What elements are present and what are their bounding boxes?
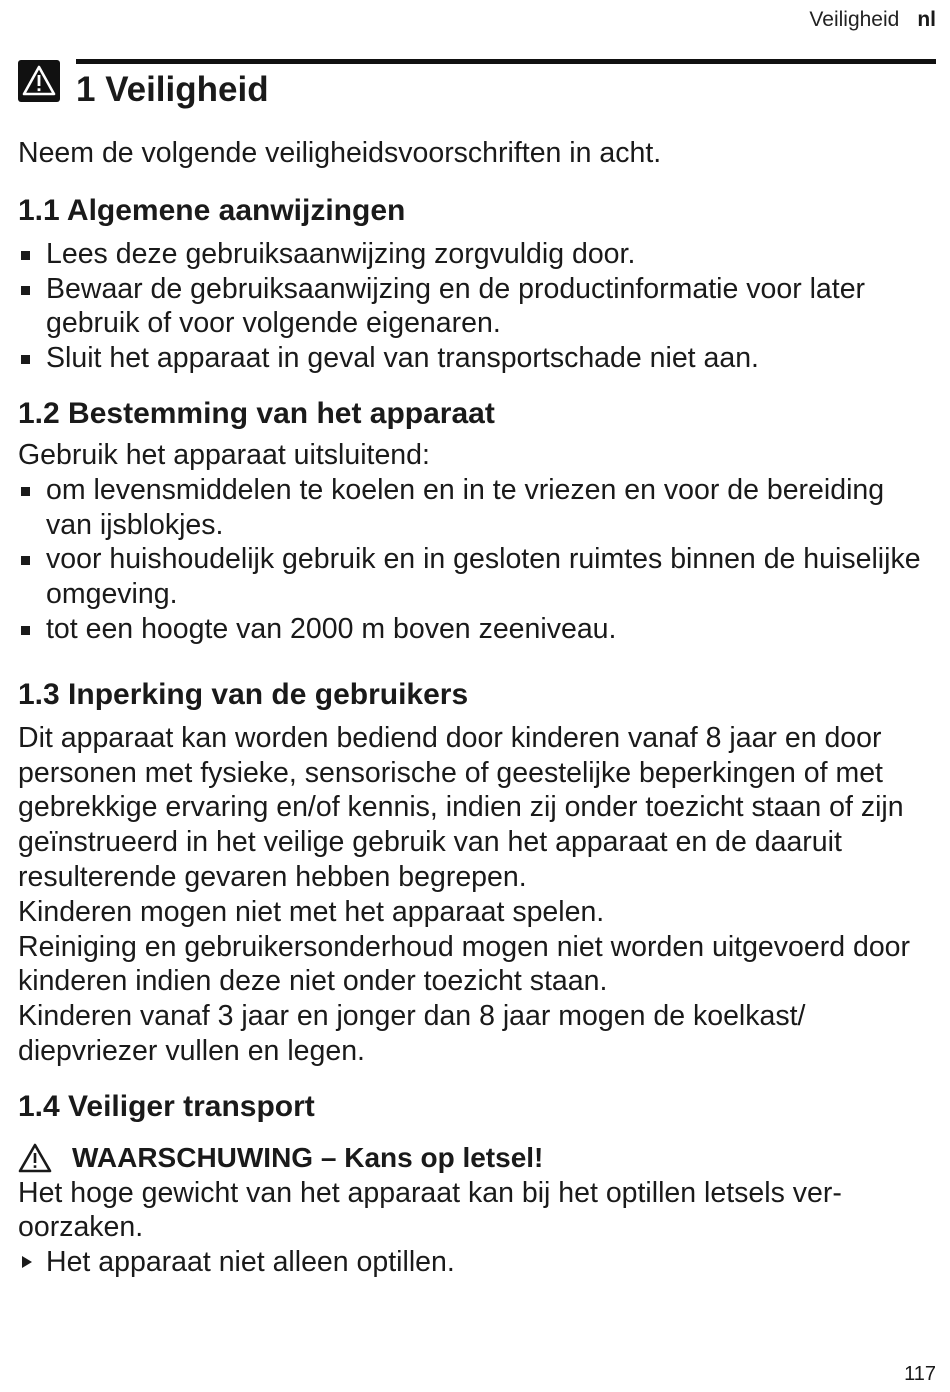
general-instructions-list [18,237,930,376]
section-1-3-paragraph-4: Kinderen vanaf 3 jaar en jonger dan 8 jaar mogen de koelkast/ diepvriezer vullen en legen. [18,1000,806,1067]
main-content [18,136,930,1280]
section-1-3-paragraph-3: Reiniging en gebruikersonderhoud mogen niet worden uitgevoerd door kinderen indien deze niet onder toezicht staan. [18,930,911,998]
list-item: Lees deze gebruiksaanwijzing zorgvuldig door. [18,237,930,272]
header-language: nl [917,8,936,31]
list-item: Bewaar de gebruiksaanwijzing en de productinformatie voor later gebruik of voor volgende eigenaren. [18,272,930,342]
list-item: Sluit het apparaat in geval van transportschade niet aan. [18,341,930,376]
warning-triangle-icon [18,60,60,102]
warning-triangle-icon [18,1143,52,1173]
section-1-2-intro: Gebruik het apparaat uitsluitend: [18,438,430,471]
list-item: voor huishoudelijk gebruik en in gesloten ruimtes binnen de huiselijke omgeving. [18,542,930,612]
page-header [809,8,936,32]
list-item: om levensmiddelen te koelen en in te vriezen en voor de bereiding van ijsblokjes. [18,473,930,543]
page-title: 1 Veiligheid [76,70,269,109]
list-item: tot een hoogte van 2000 m boven zeeniveau. [18,612,930,647]
warning-text: WAARSCHUWING – Kans op letsel! [72,1141,544,1173]
section-1-3-paragraph-2: Kinderen mogen niet met het apparaat spelen. [18,895,605,928]
section-1-3-heading: 1.3 Inperking van de gebruikers [18,677,469,711]
action-item: Het apparaat niet alleen optillen. [18,1245,930,1280]
intro-text: Neem de volgende veiligheidsvoorschriften in acht. [18,137,662,169]
action-list [18,1245,930,1280]
title-rule [76,59,936,64]
intended-use-list [18,473,930,647]
section-1-3-paragraph-1: Dit apparaat kan worden bediend door kinderen vanaf 8 jaar en door personen met fysieke, sensorische of geestelijke beperkingen of met gebrekkige ervaring en/of kennis, indien zij onder toezicht staan of zijn geïnstrueerd in het veilige gebruik van het apparaat en de daaruit resulterende gevaren hebben begrepen. [18,721,904,893]
section-1-1-heading: 1.1 Algemene aanwijzingen [18,193,406,227]
section-1-4-heading: 1.4 Veiliger transport [18,1089,315,1123]
warning-heading [18,1141,930,1176]
page-number: 117 [904,1363,936,1385]
warning-description: Het hoge gewicht van het apparaat kan bij het optillen letsels veroorzaken. [18,1176,842,1244]
section-1-2-heading: 1.2 Bestemming van het apparaat [18,396,495,430]
header-section: Veiligheid [809,8,900,31]
